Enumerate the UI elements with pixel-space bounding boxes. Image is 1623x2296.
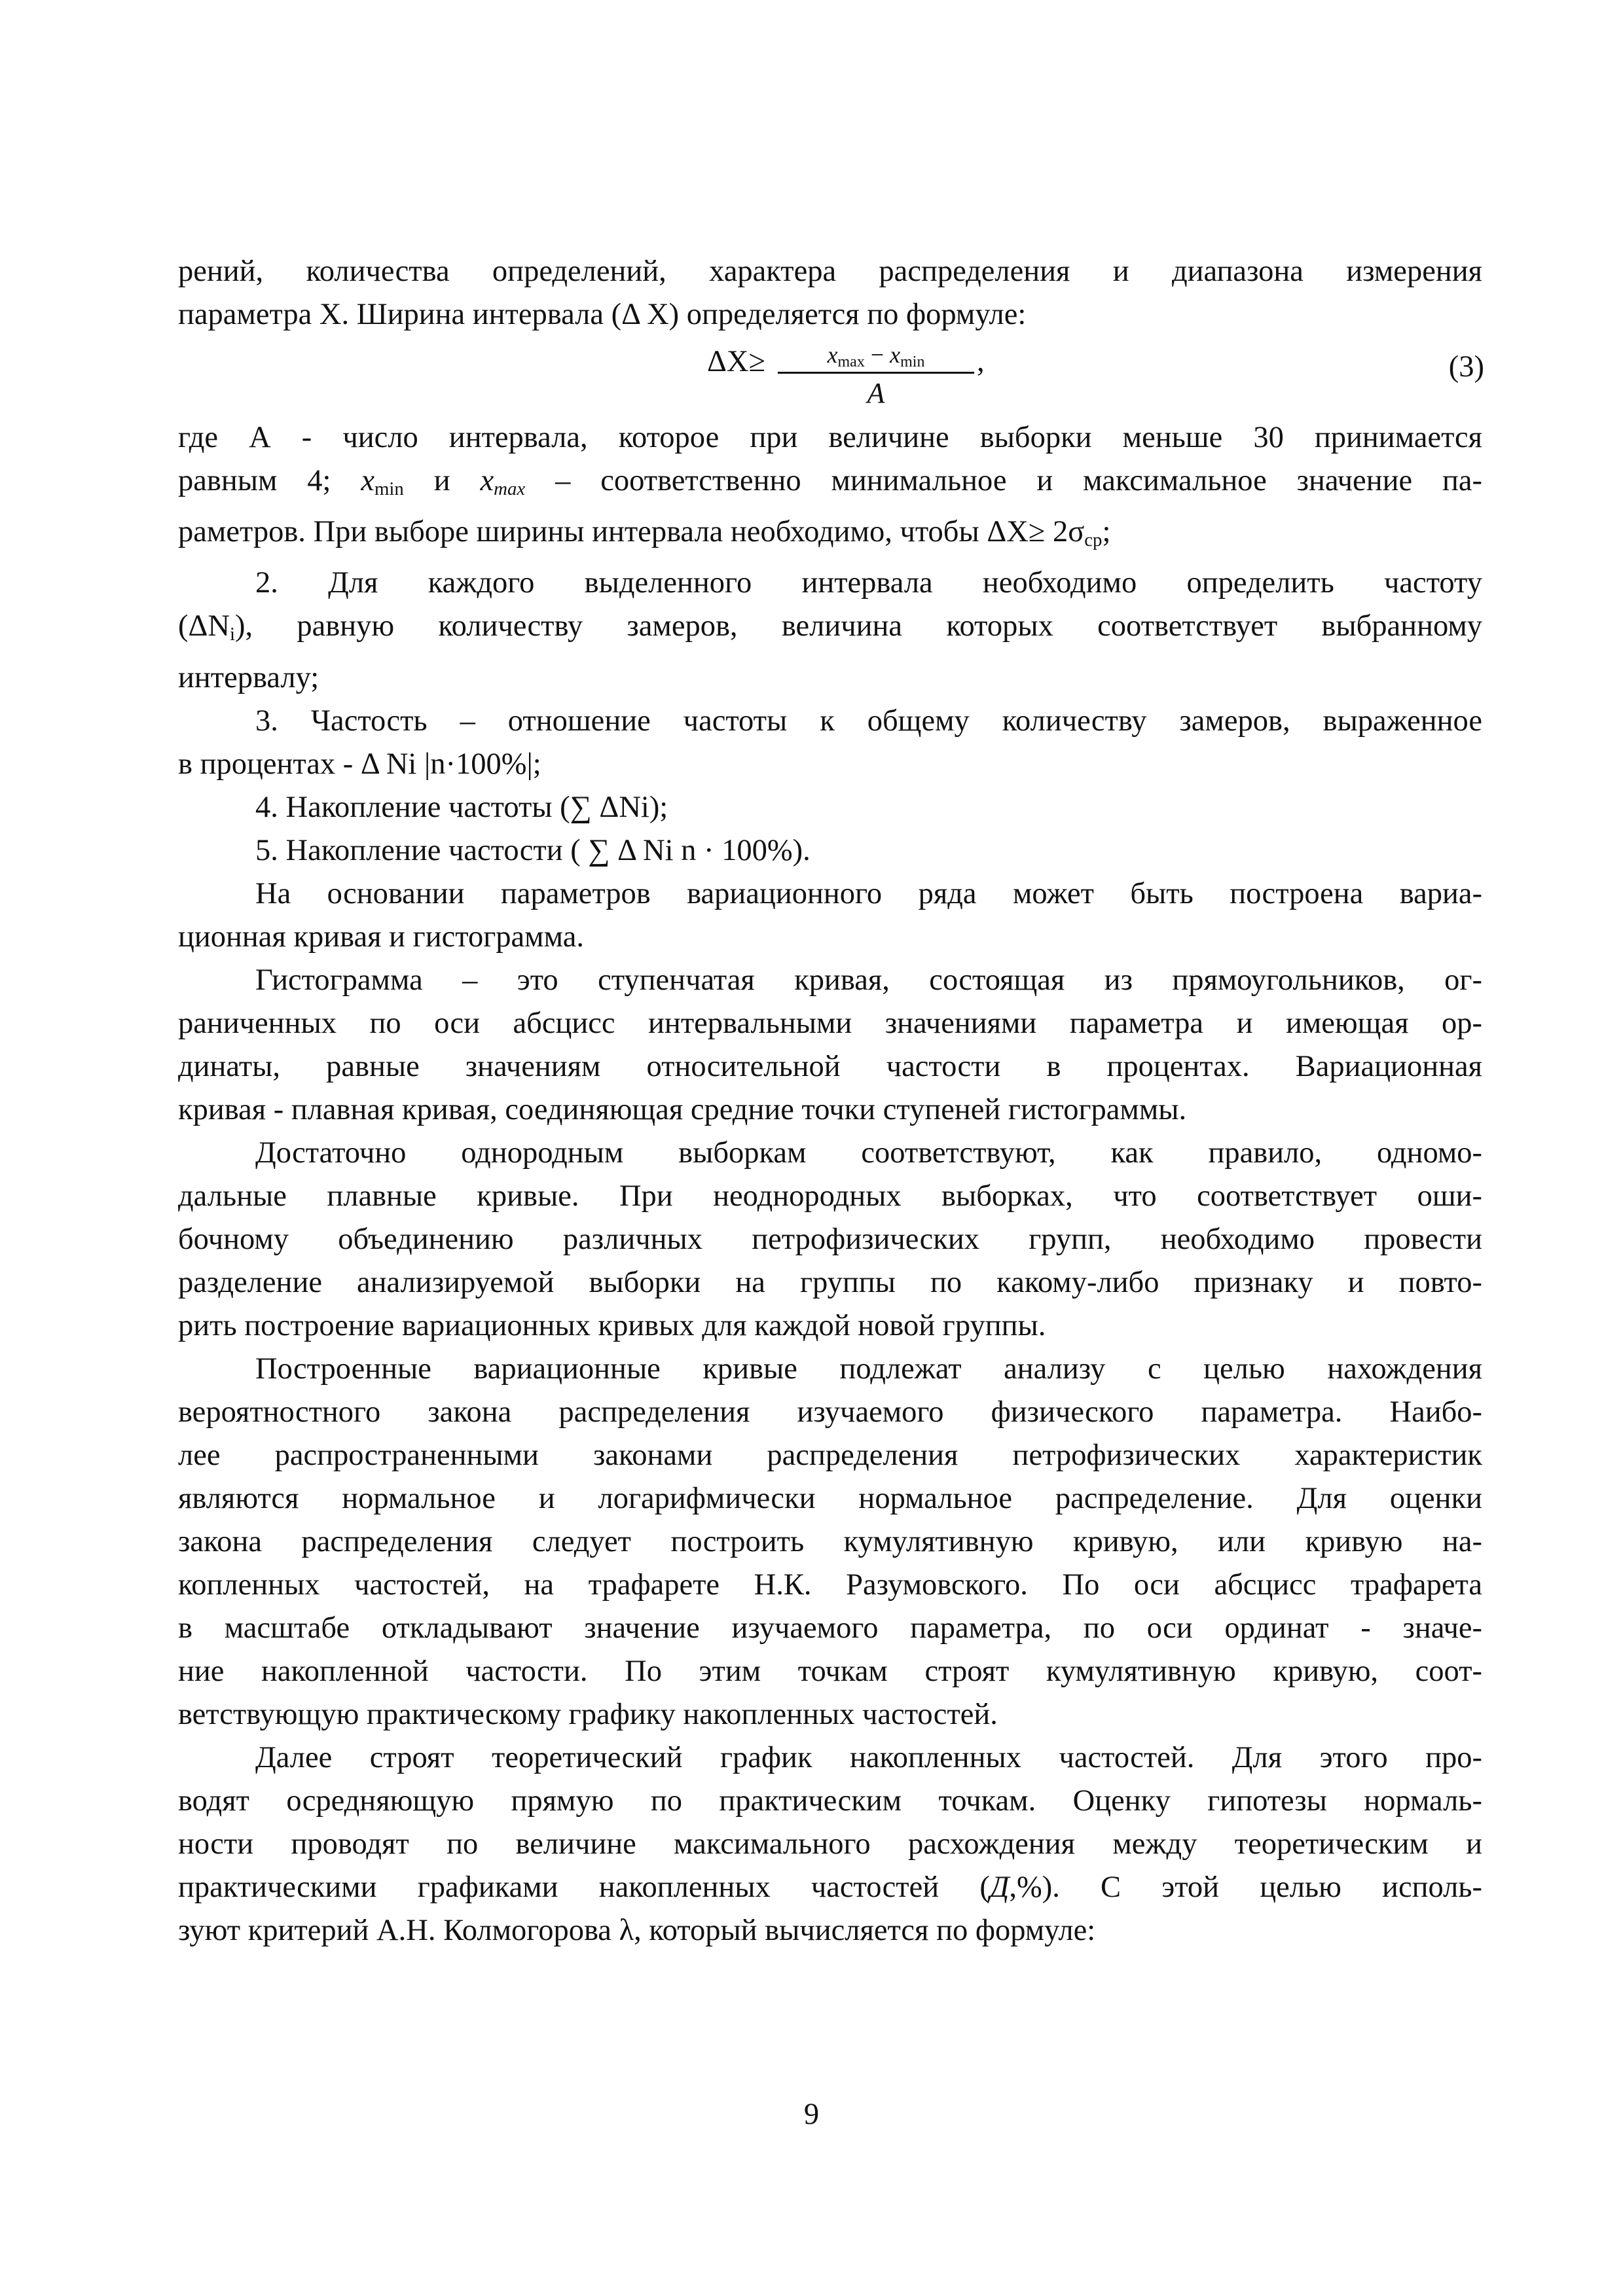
text-line: рить построение вариационных кривых для каждой новой группы. [178, 1308, 1046, 1342]
text-line: кривая - плавная кривая, соединяющая средние точки ступеней гистограммы. [178, 1092, 1187, 1126]
text-line: ние накопленной частости. По этим точкам строят кумулятивную кривую, соот- [178, 1654, 1482, 1688]
text-line: водят осредняющую прямую по практическим точкам. Оценку гипотезы нормаль- [178, 1784, 1482, 1818]
formula-number: (3) [1448, 350, 1484, 384]
text-line: На основании параметров вариационного ряда может быть построена вариа- [255, 876, 1482, 910]
formula-comma: , [977, 345, 985, 378]
formula-denominator: A [867, 377, 885, 409]
text-line: зуют критерий А.Н. Колмогорова λ, который вычисляется по формуле: [178, 1913, 1096, 1947]
formula-3 [707, 340, 985, 409]
text-line: рений, количества определений, характера распределения и диапазона измерения [178, 255, 1482, 288]
text-line: разделение анализируемой выборки на группы по какому-либо признаку и повто- [178, 1265, 1482, 1299]
text-line: динаты, равные значениям относительной частости в процентах. Вариационная [178, 1049, 1482, 1083]
text-line: $(\Delta N_i)$, равную количеству замеров, величина которых соответствует выбранному [178, 609, 1482, 645]
text-line: 4. Накопление частоты (∑ ΔNi); [255, 790, 668, 824]
text-line: интервалу; [178, 660, 319, 694]
formula-numerator: $x_{max} - x_{min}$ [827, 342, 925, 370]
text-line: ности проводят по величине максимального расхождения между теоретическим и [178, 1827, 1482, 1861]
text-line: Далее строят теоретический график накопленных частостей. Для этого про- [255, 1740, 1482, 1774]
text-line: раметров. При выборе ширины интервала необходимо, чтобы $\Delta X\ge 2\sigma_{ср}$; [178, 515, 1111, 551]
text-line: вероятностного закона распределения изучаемого физического параметра. Наибо- [178, 1395, 1482, 1429]
text-line: раниченных по оси абсцисс интервальными значениями параметра и имеющая ор- [178, 1006, 1482, 1040]
formula-lhs: ΔX≥ [707, 345, 766, 378]
text-line: Гистограмма – это ступенчатая кривая, состоящая из прямоугольников, ог- [255, 963, 1482, 997]
fraction-bar [778, 372, 974, 374]
text-line: Построенные вариационные кривые подлежат анализу с целью нахождения [255, 1352, 1482, 1386]
text-line: параметра X. Ширина интервала (Δ X) определяется по формуле: [178, 298, 1027, 331]
text-line: копленных частостей, на трафарете Н.К. Разумовского. По оси абсцисс трафарета [178, 1568, 1482, 1602]
main-text [178, 416, 1482, 1952]
text-line: бочному объединению различных петрофизических групп, необходимо провести [178, 1222, 1482, 1256]
text-line: в масштабе откладывают значение изучаемого параметра, по оси ординат - значе- [178, 1611, 1482, 1645]
text-line: 5. Накопление частости ( ∑ Δ Ni n · 100%). [255, 833, 811, 867]
text-line: практическими графиками накопленных частостей (Д,%). С этой целью исполь- [178, 1870, 1482, 1904]
page-number: 9 [803, 2098, 820, 2131]
text-line: дальные плавные кривые. При неоднородных выборках, что соответствует оши- [178, 1179, 1482, 1213]
text-line: в процентах - Δ Ni |n·100%|; [178, 747, 541, 781]
text-line: ционная кривая и гистограмма. [178, 920, 584, 954]
paragraph-intro [178, 250, 1482, 336]
text-line: 3. Частость – отношение частоты к общему количеству замеров, выраженное [255, 704, 1482, 738]
text-line: являются нормальное и логарифмически нормальное распределение. Для оценки [178, 1481, 1482, 1515]
text-line: 2. Для каждого выделенного интервала необходимо определить частоту [255, 566, 1482, 600]
text-line: лее распространенными законами распределения петрофизических характеристик [178, 1438, 1482, 1472]
text-line: Достаточно однородным выборкам соответствуют, как правило, одномо- [255, 1136, 1482, 1170]
text-line: где А - число интервала, которое при величине выборки меньше 30 принимается [178, 421, 1482, 454]
text-line: ветствующую практическому графику накопленных частостей. [178, 1697, 998, 1731]
text-line: закона распределения следует построить кумулятивную кривую, или кривую на- [178, 1524, 1482, 1558]
text-line: равным 4; $x_{min}$ и $x_{max}$ – соответственно минимальное и максимальное значение па- [178, 464, 1482, 500]
